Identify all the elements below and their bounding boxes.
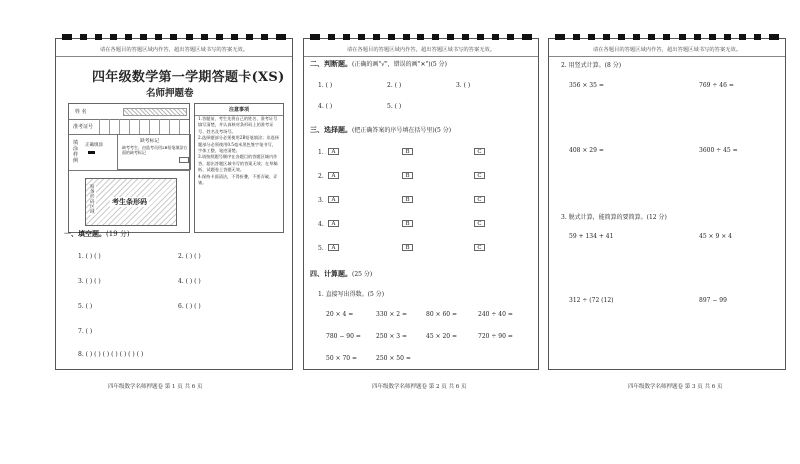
exam-id-label: 准考证号	[73, 124, 94, 130]
top-notice: 请在各题目的答题区域内作答，超出答题区域书写的答案无效。	[549, 45, 785, 57]
judge-answer-1[interactable]: 1. ( )	[318, 82, 333, 89]
exam-id-digits[interactable]	[99, 119, 189, 134]
choice-3-option-c[interactable]: C	[474, 196, 485, 203]
choice-4-option-a[interactable]: A	[328, 220, 339, 227]
choice-number: 2.	[318, 173, 324, 180]
section-3-heading	[310, 125, 451, 135]
judge-answer-3[interactable]: 3. ( )	[456, 82, 471, 89]
calc-item[interactable]: 250 × 50 =	[376, 355, 411, 362]
fill-answer-7[interactable]: 7. ( )	[78, 328, 93, 335]
choice-number: 4.	[318, 221, 324, 228]
vertical-calc-3[interactable]: 408 × 29 =	[569, 147, 604, 154]
vertical-calc-2[interactable]: 769 ÷ 46 =	[699, 82, 734, 89]
fill-answer-6[interactable]: 6. ( ) ( )	[178, 303, 201, 310]
vertical-calc-4[interactable]: 3600 ÷ 45 =	[699, 147, 738, 154]
calc-item[interactable]: 720 ÷ 90 =	[478, 333, 513, 340]
answer-sheet-page-3	[548, 38, 786, 370]
barcode-stamp-text: 考生条形码	[112, 197, 147, 206]
choice-5-option-b[interactable]: B	[402, 244, 413, 251]
section-3-points: (5 分)	[434, 127, 452, 134]
fill-answer-1[interactable]: 1. ( ) ( )	[78, 253, 101, 260]
page-title: 四年级数学第一学期答题卡(XS)	[92, 70, 285, 85]
choice-1-option-b[interactable]: B	[402, 148, 413, 155]
sub-question-1-heading: 1. 直接写出得数。(5 分)	[318, 291, 385, 298]
choice-4-option-b[interactable]: B	[402, 220, 413, 227]
mixed-calc-4[interactable]: 897 − 99	[699, 297, 727, 304]
section-2-points: (5 分)	[430, 61, 447, 68]
top-notice: 请在各题目的答题区域内作答，超出答题区域书写的答案无效。	[304, 45, 538, 57]
note-item: 3.请按照题号顺序在各题目的答题区域内作答，超出答题区域书写的答案无效；在草稿纸、试题卷上答题无效。	[198, 154, 278, 173]
mixed-calc-1[interactable]: 59 + 134 + 41	[569, 233, 614, 240]
section-1-points: (19 分)	[106, 230, 130, 238]
choice-1-option-a[interactable]: A	[328, 148, 339, 155]
page-2-footer: 四年级数学名师押题卷 第 2 页 共 6 页	[372, 384, 467, 390]
name-field[interactable]	[123, 108, 187, 116]
correct-fill-sample-icon	[88, 150, 95, 156]
fill-answer-5[interactable]: 5. ( )	[78, 303, 93, 310]
alignment-marks	[310, 34, 532, 40]
calc-item[interactable]: 50 × 70 =	[326, 355, 358, 362]
choice-2-option-c[interactable]: C	[474, 172, 485, 179]
mixed-calc-2[interactable]: 45 × 9 × 4	[699, 233, 732, 240]
fill-answer-8[interactable]: 8. ( ) ( ) ( ) ( ) ( ) ( ) ( )	[78, 351, 144, 358]
correct-fill-label: 正确填涂	[85, 143, 103, 148]
section-4-heading	[310, 269, 372, 279]
page-3-footer: 四年级数学名师押题卷 第 3 页 共 6 页	[628, 384, 723, 390]
absent-checkbox[interactable]	[179, 157, 189, 163]
calc-item[interactable]: 20 × 4 =	[326, 311, 354, 318]
notes-title: 注意事项	[195, 104, 283, 116]
section-3-desc: (把正确答案的序号填在括号里)	[352, 127, 435, 134]
absent-mark-label: 缺考标记	[140, 139, 160, 144]
barcode-area-label: 贴条形码区域	[90, 185, 95, 215]
choice-1-option-c[interactable]: C	[474, 148, 485, 155]
exam-id-row[interactable]	[69, 119, 189, 135]
barcode-area	[85, 178, 177, 226]
choice-5-option-c[interactable]: C	[474, 244, 485, 251]
page-subtitle: 名师押题卷	[146, 88, 194, 99]
alignment-marks	[62, 34, 286, 40]
vertical-calc-1[interactable]: 356 × 35 =	[569, 82, 604, 89]
section-1-title: 一、填空题。	[64, 229, 106, 238]
mixed-calc-3[interactable]: 312 ÷ (72 (12)	[569, 297, 614, 304]
choice-4-option-c[interactable]: C	[474, 220, 485, 227]
fill-answer-4[interactable]: 4. ( ) ( )	[178, 278, 201, 285]
student-info-box	[68, 103, 190, 233]
fill-sample-row	[69, 134, 189, 171]
answer-sheet-page-1	[55, 38, 293, 370]
name-row[interactable]	[69, 104, 189, 120]
absent-mark-desc: 缺考考生，由监考员用2B铅笔填涂右面的缺考标记	[122, 145, 188, 155]
calc-item[interactable]: 330 × 2 =	[376, 311, 408, 318]
note-item: 2.选择题部分必须使用2B铅笔填涂；非选择题部分必须使用0.5毫米黑色签字笔书写，字体工整、笔迹清楚。	[198, 135, 279, 154]
choice-2-option-b[interactable]: B	[402, 172, 413, 179]
section-1-heading	[64, 229, 130, 239]
exam-notes-box	[194, 103, 284, 233]
judge-answer-4[interactable]: 4. ( )	[318, 103, 333, 110]
section-4-points: (25 分)	[352, 271, 373, 278]
calc-item[interactable]: 45 × 20 =	[426, 333, 458, 340]
alignment-marks	[555, 34, 779, 40]
answer-sheet-page-2	[303, 38, 539, 370]
judge-answer-2[interactable]: 2. ( )	[387, 82, 402, 89]
fill-answer-3[interactable]: 3. ( ) ( )	[78, 278, 101, 285]
judge-answer-5[interactable]: 5. ( )	[387, 103, 402, 110]
top-notice: 请在各题目的答题区域内作答，超出答题区域书写的答案无效。	[56, 45, 292, 57]
name-label: 姓 名	[75, 109, 87, 115]
choice-3-option-a[interactable]: A	[328, 196, 339, 203]
section-4-title: 四、计算题。	[310, 269, 352, 278]
choice-number: 3.	[318, 197, 324, 204]
calc-item[interactable]: 80 × 60 =	[426, 311, 458, 318]
fill-sample-label: 填涂样例	[73, 140, 79, 164]
section-2-title: 二、判断题。	[310, 59, 352, 68]
choice-number: 1.	[318, 149, 324, 156]
section-3-title: 三、选择题。	[310, 125, 352, 134]
section-2-heading	[310, 59, 447, 69]
note-item: 1.答题前，考生先将自己的姓名、准考证号填写清楚，并认真核对条形码上的准考证号、姓名及考场号。	[198, 116, 278, 134]
choice-5-option-a[interactable]: A	[328, 244, 339, 251]
section-2-desc: (正确的画"√"，错误的画"✕")	[352, 61, 431, 68]
choice-number: 5.	[318, 245, 324, 252]
calc-item[interactable]: 250 × 3 =	[376, 333, 408, 340]
sub-question-3-heading: 3. 脱式计算，能简算的要简算。(12 分)	[561, 214, 667, 221]
page-1-footer: 四年级数学名师押题卷 第 1 页 共 6 页	[108, 384, 203, 390]
choice-3-option-b[interactable]: B	[402, 196, 413, 203]
calc-item[interactable]: 240 ÷ 40 =	[478, 311, 513, 318]
choice-2-option-a[interactable]: A	[328, 172, 339, 179]
calc-item[interactable]: 780 − 90 =	[326, 333, 361, 340]
note-item: 4.保持卡面清洁，不得折叠，不要弄破、弄皱。	[198, 173, 278, 186]
absent-mark-box	[117, 134, 191, 170]
fill-answer-2[interactable]: 2. ( ) ( )	[178, 253, 201, 260]
sub-question-2-heading: 2. 用竖式计算。(8 分)	[561, 62, 622, 69]
